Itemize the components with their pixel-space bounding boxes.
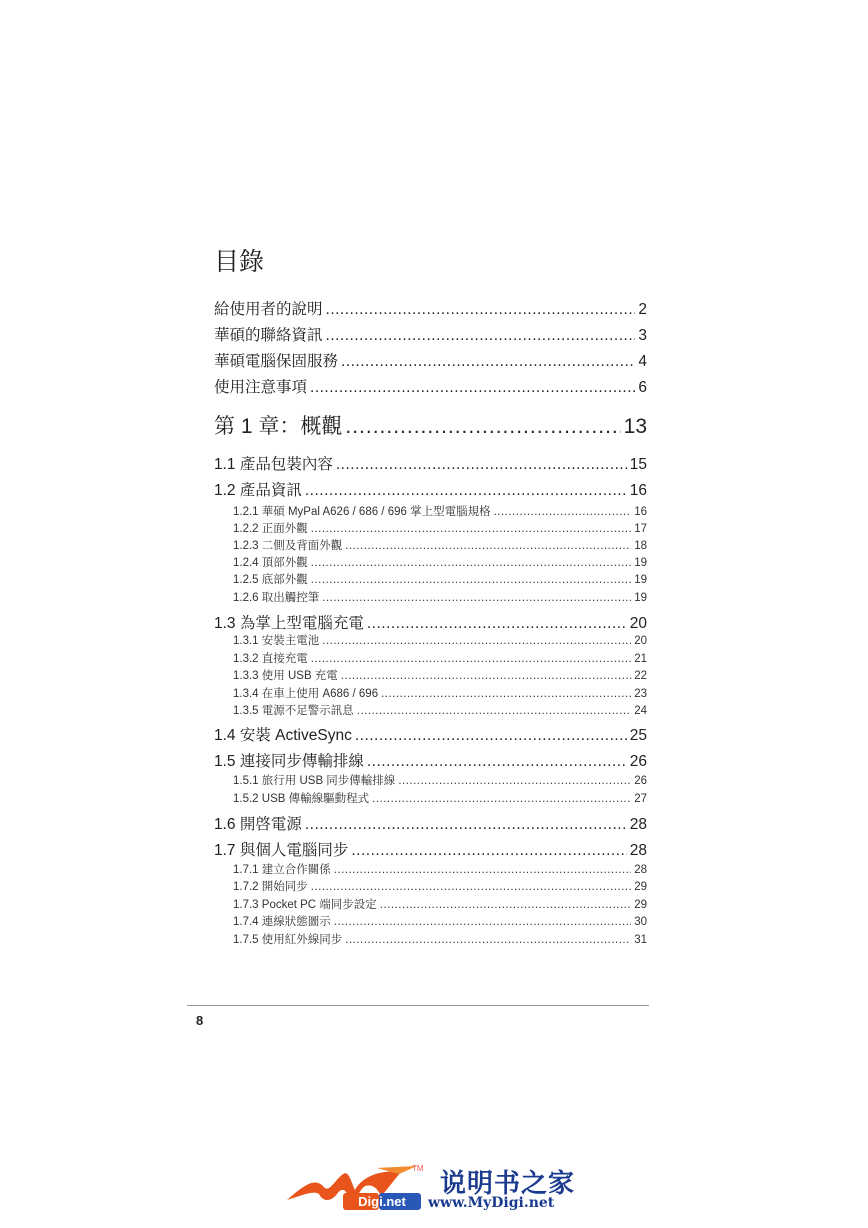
- toc-entry[interactable]: 給使用者的說明 ..... 2: [214, 297, 647, 319]
- toc-entry[interactable]: 使用注意事項 ..... 6: [214, 375, 647, 397]
- toc-subsection[interactable]: 1.2.3 二側及背面外觀 ..... 18: [233, 537, 647, 553]
- toc-section[interactable]: 1.5 連接同步傳輸排線 ..... 26: [214, 749, 647, 771]
- toc-section[interactable]: 1.4 安裝 ActiveSync ..... 25: [214, 723, 647, 745]
- toc-subsection[interactable]: 1.2.6 取出觸控筆 ..... 19: [233, 589, 647, 605]
- toc-subsection[interactable]: 1.7.5 使用紅外線同步 ..... 31: [233, 931, 647, 947]
- toc-section[interactable]: 1.3 為掌上型電腦充電 ..... 20: [214, 611, 647, 633]
- toc-section[interactable]: 1.7 與個人電腦同步 ..... 28: [214, 838, 647, 860]
- watermark-brand: 说明书之家: [440, 1169, 576, 1199]
- toc-subsection[interactable]: 1.2.2 正面外觀 ..... 17: [233, 520, 647, 536]
- toc-section[interactable]: 1.2 產品資訊 ..... 16: [214, 478, 647, 500]
- toc-subsection[interactable]: 1.5.2 USB 傳輸線驅動程式 ..... 27: [233, 790, 647, 806]
- digi-badge-icon: [343, 1193, 421, 1210]
- toc-subsection[interactable]: 1.2.1 華碩 MyPal A626 / 686 / 696 掌上型電腦規格 ..... 16: [233, 503, 647, 519]
- footer-divider: [187, 1005, 649, 1006]
- toc-subsection[interactable]: 1.3.4 在車上使用 A686 / 696 ..... 23: [233, 685, 647, 701]
- toc-title: 目錄: [214, 248, 265, 276]
- toc-entry[interactable]: 華碩電腦保固服務 ..... 4: [214, 349, 647, 371]
- toc-subsection[interactable]: 1.5.1 旅行用 USB 同步傳輸排線 ..... 26: [233, 772, 647, 788]
- toc-entry[interactable]: 華碩的聯絡資訊 ..... 3: [214, 323, 647, 345]
- toc-subsection[interactable]: 1.7.2 開始同步 ..... 29: [233, 878, 647, 894]
- toc-section[interactable]: 1.6 開啓電源 ..... 28: [214, 812, 647, 834]
- toc-subsection[interactable]: 1.2.5 底部外觀 ..... 19: [233, 571, 647, 587]
- toc-subsection[interactable]: 1.3.2 直接充電 ..... 21: [233, 650, 647, 666]
- svg-text:Digi.net: Digi.net: [358, 1194, 406, 1209]
- toc-subsection[interactable]: 1.7.3 Pocket PC 端同步設定 ..... 29: [233, 896, 647, 912]
- watermark-url[interactable]: www.MyDigi.net: [428, 1195, 555, 1211]
- toc-chapter[interactable]: 第 1 章：概觀 ..... 13: [214, 410, 647, 440]
- toc-subsection[interactable]: 1.7.1 建立合作關係 ..... 28: [233, 861, 647, 877]
- toc-section[interactable]: 1.1 產品包裝內容 ..... 15: [214, 452, 647, 474]
- toc-subsection[interactable]: 1.7.4 連線狀態圖示 ..... 30: [233, 913, 647, 929]
- toc-subsection[interactable]: 1.3.3 使用 USB 充電 ..... 22: [233, 667, 647, 683]
- page-number: 8: [196, 1013, 204, 1028]
- toc-subsection[interactable]: 1.3.1 安裝主電池 ..... 20: [233, 632, 647, 648]
- trademark-mark: TM: [412, 1164, 424, 1173]
- toc-subsection[interactable]: 1.3.5 電源不足警示訊息 ..... 24: [233, 702, 647, 718]
- toc-subsection[interactable]: 1.2.4 頂部外觀 ..... 19: [233, 554, 647, 570]
